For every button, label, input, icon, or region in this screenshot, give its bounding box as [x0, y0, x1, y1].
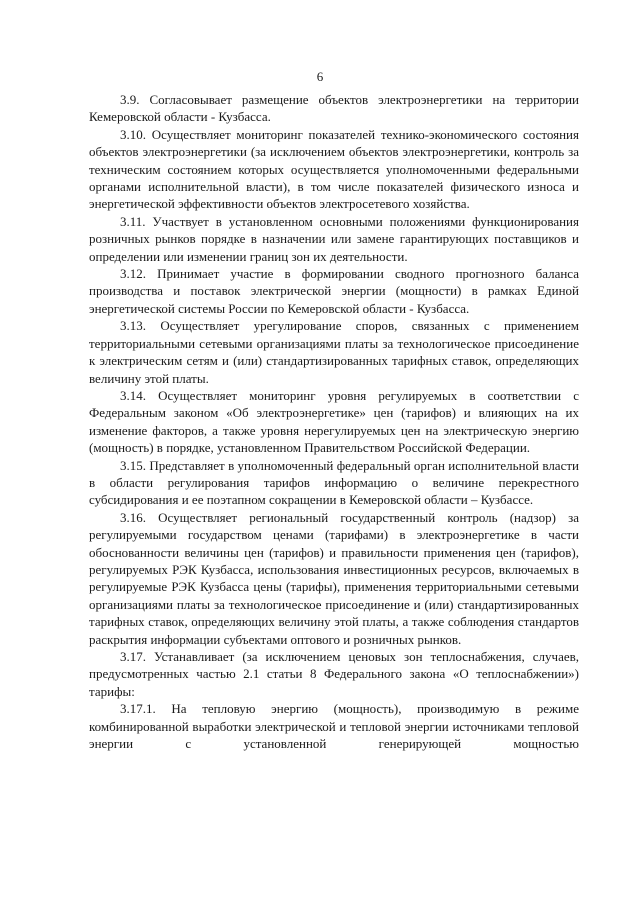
paragraph-3-14: 3.14. Осуществляет мониторинг уровня регулируемых в соответствии с Федеральным законом «Об электроэнергетике» цен (тарифов) и влияющих на их изменение факторов, а также уровня нерегулируемых цен на электрическую энергию (мощность) в порядке, установленном Правительством Российской Федерации.	[89, 387, 579, 456]
page-number: 6	[316, 69, 324, 84]
paragraph-3-17-1: 3.17.1. На тепловую энергию (мощность), производимую в режиме комбинированной выработки электрической и тепловой энергии источниками тепловой энергии с установленной генерирующей мощностью	[89, 701, 579, 752]
paragraph-3-17: 3.17. Устанавливает (за исключением ценовых зон теплоснабжения, случаев, предусмотренных частью 2.1 статьи 8 Федерального закона «О теплоснабжении») тарифы:	[89, 649, 579, 699]
paragraph-3-12: 3.12. Принимает участие в формировании сводного прогнозного баланса производства и поставок электрической энергии (мощности) в рамках Единой энергетической системы России по Кемеровской области - Кузбасса.	[89, 266, 579, 316]
paragraph-3-10: 3.10. Осуществляет мониторинг показателей технико-экономического состояния объектов электроэнергетики (за исключением объектов электроэнергетики, контроль за техническим состоянием которых осуществляется уполномоченными федеральными органами исполнительной власти), в том числе показателей физического износа и энергетической эффективности объектов электросетевого хозяйства.	[89, 126, 579, 212]
paragraph-3-16: 3.16. Осуществляет региональный государственный контроль (надзор) за регулируемыми государством ценами (тарифами) в электроэнергетике в части обоснованности величины цен (тарифов) и правильности применения цен (тарифов), регулируемых РЭК Кузбасса, использования инвестиционных ресурсов, включаемых в регулируемые РЭК Кузбасса цены (тарифы), применения территориальными сетевыми организациями платы за технологическое присоединение и (или) стандартизированных тарифных ставок, определяющих величину этой платы, а также соблюдения стандартов раскрытия информации субъектами оптового и розничных рынков.	[89, 509, 579, 647]
paragraph-3-15: 3.15. Представляет в уполномоченный федеральный орган исполнительной власти в области регулирования тарифов информацию о величине перекрестного субсидирования и ее поэтапном сокращении в Кемеровской области – Кузбассе.	[89, 457, 579, 508]
document-body	[89, 91, 579, 752]
paragraph-3-11: 3.11. Участвует в установленном основными положениями функционирования розничных рынков порядке в назначении или замене гарантирующих поставщиков и определении или изменении границ зон их деятельности.	[89, 213, 579, 264]
paragraph-3-9: 3.9. Согласовывает размещение объектов электроэнергетики на территории Кемеровской области - Кузбасса.	[89, 92, 579, 125]
paragraph-3-13: 3.13. Осуществляет урегулирование споров, связанных с применением территориальными сетевыми организациями платы за технологическое присоединение к электрическим сетям и (или) стандартизированных тарифных ставок, определяющих величину этой платы.	[89, 318, 579, 386]
